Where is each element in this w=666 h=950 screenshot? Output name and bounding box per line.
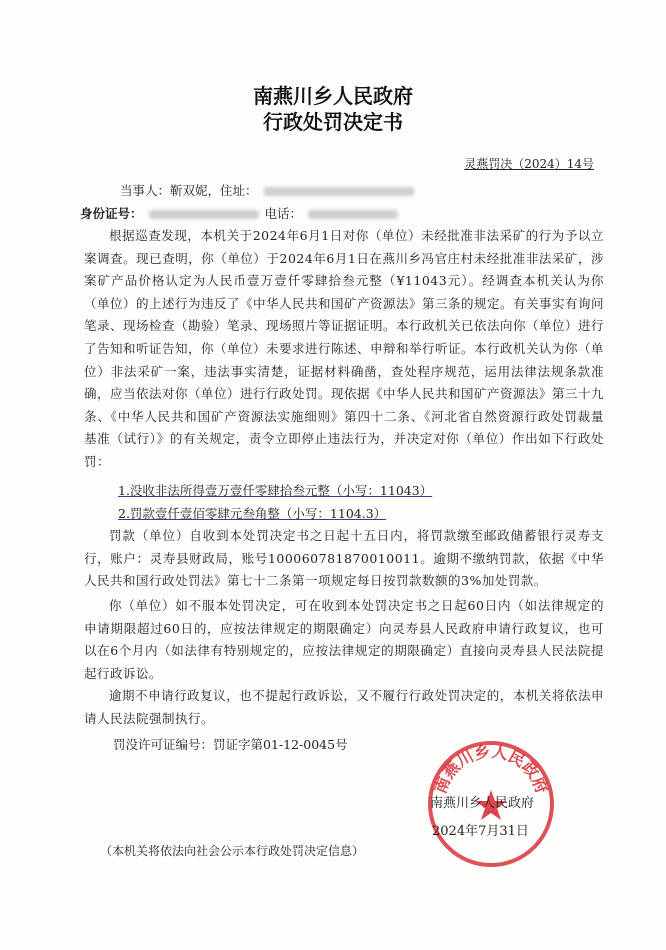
svg-text:南燕川乡人民政府: 南燕川乡人民政府 <box>430 741 552 797</box>
doc-number-text: 灵燕罚决（2024）14号 <box>464 157 594 171</box>
decision-body: 根据巡查发现，本机关于2024年6月1日对你（单位）未经批准非法采矿的行为予以立案调查。现已查明，你（单位）于2024年6月1日在燕川乡冯官庄村未经批准非法采矿，涉案矿产品价格认定为人民币壹万壹仟零肆拾叁元整（¥11043元）。经调查本机关认为你（单位）的上述行为违反了《中华人民共和国矿产资源法》第三条的规定。有关事实有询问笔录、现场检查（勘验）笔录、现场照片等证据证明。本行政机关已依法向你（单位）进行了告知和听证告知，你（单位）未要求进行陈述、申辩和举行听证。本行政机关认为你（单位）非法采矿一案，违法事实清楚，证据材料确凿，查处程序规范，运用法律法规条款准确，应当依法对你（单位）进行行政处罚。现依据《中华人民共和国矿产资源法》第三十九条、《中华人民共和国矿产资源法实施细则》第四十二条、《河北省自然资源行政处罚裁量基准（试行）》的有关规定，责令立即停止违法行为，并决定对你（单位）作出如下行政处罚： <box>84 228 605 469</box>
party-line <box>120 180 416 203</box>
redacted-id <box>149 210 259 219</box>
document-number <box>464 155 594 172</box>
penalty-item-fine: 2.罚款壹仟壹佰零肆元叁角整（小写：1104.3） <box>118 506 387 521</box>
id-line <box>80 203 400 226</box>
signing-date: 2024年7月31日 <box>432 824 529 839</box>
id-label: 身份证号： <box>80 206 143 221</box>
party-text: 当事人：靳双妮，住址： <box>120 183 258 198</box>
publication-note: （本机关将依法向社会公示本行政处罚决定信息） <box>100 844 365 858</box>
enforcement-paragraph: 逾期不申请行政复议，也不提起行政诉讼，又不履行行政处罚决定的，本机关将依法申请人民法院强制执行。 <box>84 688 604 726</box>
permit-number: 罚没许可证编号：罚证字第01-12-0045号 <box>113 737 348 752</box>
document-title: 行政处罚决定书 <box>263 110 403 134</box>
document-title-org: 南燕川乡人民政府 <box>253 84 413 108</box>
signing-organization: 南燕川乡人民政府 <box>430 796 535 811</box>
redacted-phone <box>308 210 398 219</box>
payment-paragraph: 罚款（单位）自收到本处罚决定书之日起十五日内，将罚款缴至邮政储蓄银行灵寿支行，账户：灵寿县财政局，账号100060781870010011。逾期不缴纳罚款，依据《中华人民共和国行政处罚法》第七十二条第一项规定每日按罚款数额的3%加处罚款。 <box>84 528 604 589</box>
redacted-address <box>264 187 414 196</box>
penalty-item-confiscation: 1.没收非法所得壹万壹仟零肆拾叁元整（小写：11043） <box>118 483 433 498</box>
appeal-paragraph: 你（单位）如不服本处罚决定，可在收到本处罚决定书之日起60日内（如法律规定的申请期限超过60日的，应按法律规定的期限确定）向灵寿县人民政府申请行政复议，也可以在6个月内（如法律有特别规定的，应按法律规定的期限确定）直接向灵寿县人民法院提起行政诉讼。 <box>84 598 604 681</box>
phone-label: 电话： <box>264 206 302 221</box>
